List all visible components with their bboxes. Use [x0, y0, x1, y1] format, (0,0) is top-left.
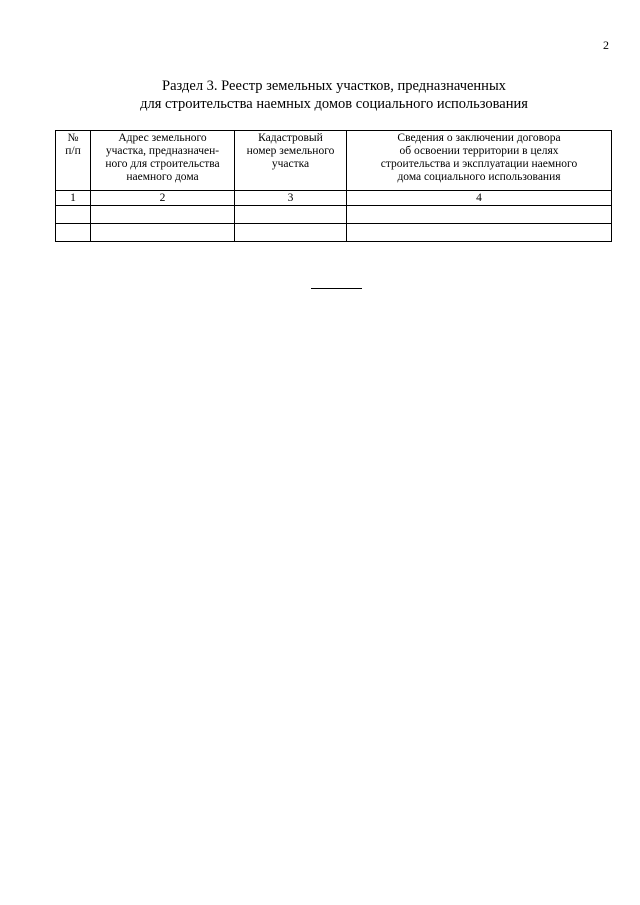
header-line: номер земельного: [246, 145, 335, 157]
table-cell: [347, 206, 612, 224]
column-number-cell: 3: [235, 191, 347, 206]
table-cell: [235, 206, 347, 224]
header-line: участка, предназначен-: [105, 145, 220, 157]
header-line: строительства и эксплуатации наемного: [380, 158, 578, 170]
column-number-cell: 2: [91, 191, 235, 206]
header-line: ного для строительства: [105, 158, 220, 170]
header-cell-agreement-info: [347, 131, 612, 191]
header-line: участка: [271, 158, 310, 170]
header-line: Адрес земельного: [118, 132, 207, 144]
header-line: Кадастровый: [258, 132, 323, 144]
page-number: 2: [603, 38, 609, 52]
table-cell: [91, 206, 235, 224]
section-title-line-1: Раздел 3. Реестр земельных участков, предназначенных: [162, 78, 506, 94]
header-line: наемного дома: [126, 171, 199, 183]
header-line: Сведения о заключении договора: [397, 132, 561, 144]
header-line: №: [67, 132, 79, 144]
column-number-cell: 1: [56, 191, 91, 206]
header-cell-address: [91, 131, 235, 191]
header-line: дома социального использования: [397, 171, 561, 183]
table-row: [56, 206, 612, 224]
section-title: [0, 77, 640, 113]
header-line: об освоении территории в целях: [399, 145, 559, 157]
table-cell: [347, 224, 612, 242]
table-cell: [56, 206, 91, 224]
section-title-line-2: для строительства наемных домов социального использования: [140, 96, 528, 112]
column-number-cell: 4: [347, 191, 612, 206]
header-line: п/п: [65, 145, 81, 157]
table-header-row: [56, 131, 612, 191]
header-cell-number: [56, 131, 91, 191]
table-cell: [56, 224, 91, 242]
table-row: [56, 224, 612, 242]
table-cell: [91, 224, 235, 242]
end-of-document-rule: [311, 288, 362, 289]
land-plots-registry-table: [55, 130, 612, 242]
header-cell-cadastral-number: [235, 131, 347, 191]
table-cell: [235, 224, 347, 242]
column-number-row: [56, 191, 612, 206]
